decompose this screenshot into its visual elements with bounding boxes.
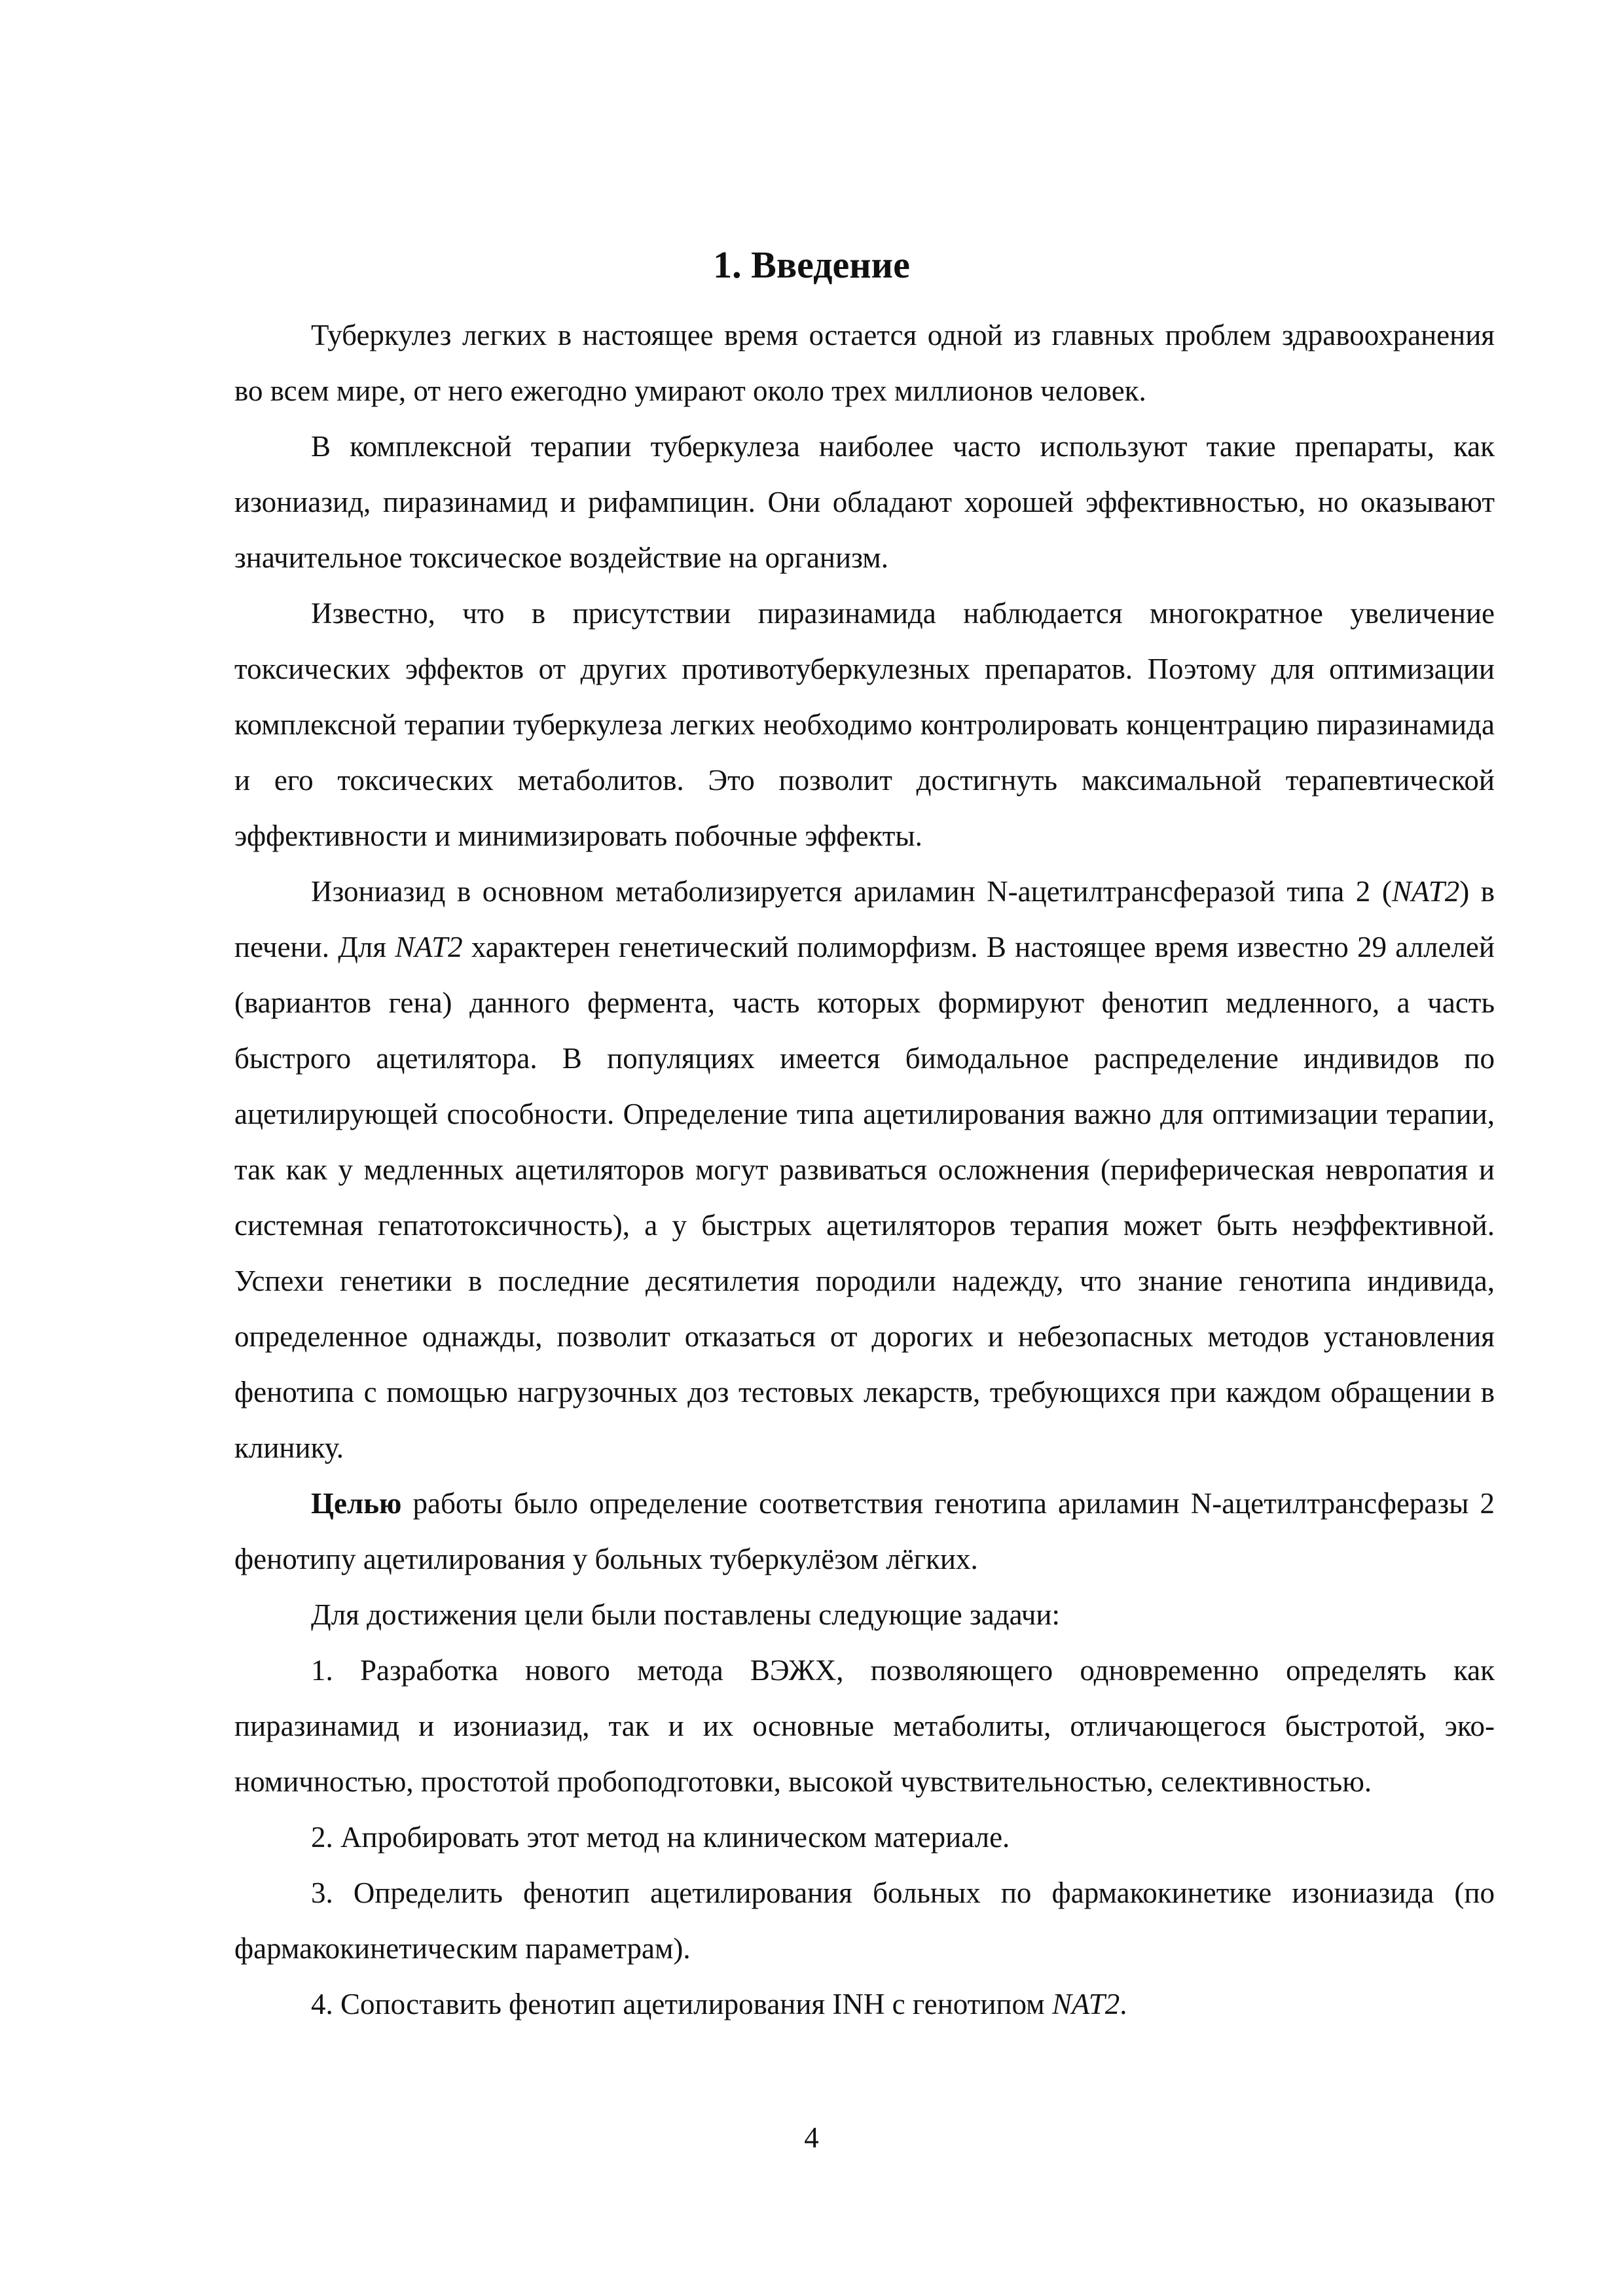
goal-keyword: Целью xyxy=(311,1487,402,1520)
nat2-term: NAT2 xyxy=(395,931,463,963)
task-item-3: 3. Определить фенотип ацетилирования больных по фармакокинетике изониазида (по фармакокинетическим параметрам). xyxy=(234,1876,1495,1965)
paragraph-tuberculosis-intro: Туберкулез легких в настоящее время остается одной из главных проблем здравоохранения во всем мире, от него ежегодно умирают около трех миллионов человек. xyxy=(234,319,1495,407)
task-item-4-end: . xyxy=(1120,1988,1127,2020)
task-item-1: 1. Разработка нового метода ВЭЖХ, позволяющего одновременно определять как пиразинамид и изониазид, так и их основные метаболиты, отличающегося быстротой, экономичностью, простотой пробоподготовки, высокой чувствительностью, селективностью. xyxy=(234,1654,1495,1798)
page-title: 1. Введение xyxy=(713,243,910,286)
nat2-term: NAT2 xyxy=(1391,875,1460,908)
goal-text: работы было определение соответствия генотипа ариламин N-ацетилтрансферазы 2 фенотипу ацетилирования у больных туберкулёзом лёгких. xyxy=(234,1487,1495,1575)
paragraph-goal xyxy=(234,1476,1495,1587)
task-item-4 xyxy=(234,1977,1495,2032)
paragraph-isoniazid-text-2: ) в печени. Для xyxy=(234,875,1495,963)
paragraph-isoniazid-text-1: Изониазид в основном метаболизируется ариламин N-ацетилтрансферазой типа 2 ( xyxy=(311,875,1392,908)
page-number: 4 xyxy=(804,2121,819,2154)
paragraph-complex-therapy: В комплексной терапии туберкулеза наиболее часто используют такие препараты, как изониазид, пиразинамид и рифампицин. Они обладают хорошей эффективностью, но оказывают значительное токсическое воздействие на организм. xyxy=(234,430,1495,574)
paragraph-isoniazid-text-3: характерен генетический полиморфизм. В настоящее время известно 29 аллелей (вариантов гена) данного фермента, часть которых формируют фенотип медленного, а часть быстрого ацетилятора. В популяциях имеется бимодальное распределение индивидов по ацетилирующей способности. Определение типа ацетилирования важно для оптимизации терапии, так как у медленных ацетиляторов могут развиваться осложнения (периферическая невропатия и системная гепатотоксичность), а у быстрых ацетиляторов терапия может быть неэффективной. Успехи генетики в последние десятилетия породили надежду, что знание генотипа индивида, определенное однажды, позволит отказаться от дорогих и небезопасных методов установления фенотипа с помощью нагрузочных доз тестовых лекарств, требующихся при каждом обращении в клинику. xyxy=(234,931,1495,1464)
paragraph-pyrazinamide-toxicity: Известно, что в присутствии пиразинамида наблюдается многократное увеличение токсических эффектов от других противотуберкулезных препаратов. Поэтому для оптимизации комплексной терапии туберкулеза легких необходимо контролировать концентрацию пиразинамида и его токсических метаболитов. Это позволит достигнуть максимальной терапевтической эффективности и минимизировать побочные эффекты. xyxy=(234,597,1495,852)
task-item-2: 2. Апробировать этот метод на клиническом материале. xyxy=(311,1821,1010,1854)
body-text xyxy=(234,308,1495,2032)
paragraph-isoniazid-metabolism xyxy=(234,864,1495,1476)
task-item-4-text: 4. Сопоставить фенотип ацетилирования INH с генотипом xyxy=(311,1988,1052,2020)
nat2-term: NAT2 xyxy=(1051,1988,1120,2020)
paragraph-tasks-intro: Для достижения цели были поставлены следующие задачи: xyxy=(311,1598,1061,1631)
